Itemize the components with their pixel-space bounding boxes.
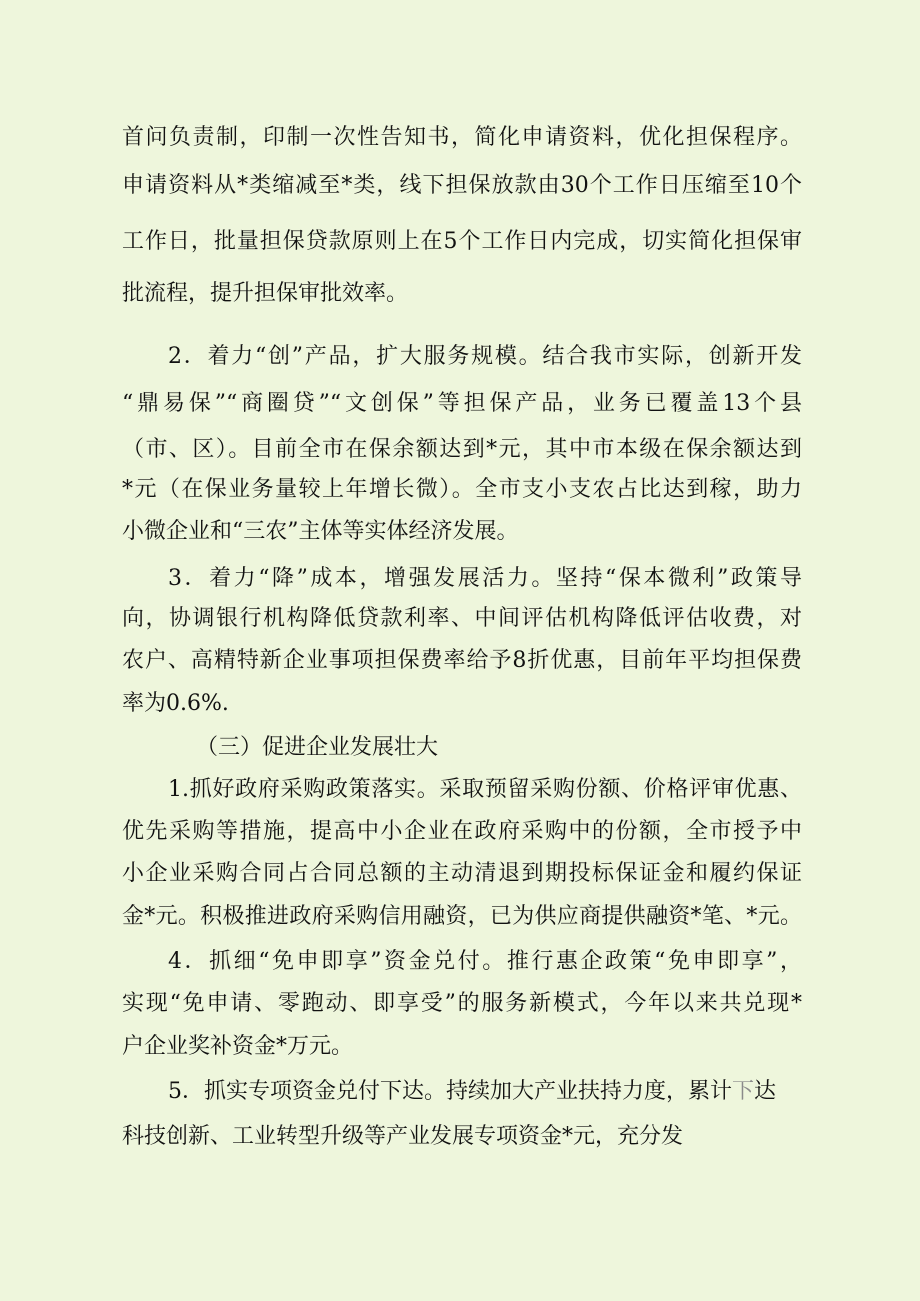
text-line-3: 工作日，批量担保贷款原则上在5个工作日内完成，切实简化担保审 xyxy=(122,229,802,254)
paragraph-6-line-1-end: 达 xyxy=(754,1079,777,1104)
paragraph-2-line-1: 2．着力“创”产品，扩大服务规模。结合我市实际，创新开发 xyxy=(168,344,802,369)
text-line-2: 申请资料从*类缩减至*类，线下担保放款由30个工作日压缩至10个 xyxy=(122,173,802,198)
paragraph-4-line-3: 小企业采购合同占合同总额的主动清退到期投标保证金和履约保证 xyxy=(122,861,802,886)
text-line-1: 首问负责制，印制一次性告知书，简化申请资料，优化担保程序。 xyxy=(122,125,802,150)
paragraph-4-line-2: 优先采购等措施，提高中小企业在政府采购中的份额，全市授予中 xyxy=(122,819,802,844)
paragraph-3-line-4: 率为0.6%. xyxy=(122,691,229,716)
section-heading: （三）促进企业发展壮大 xyxy=(196,735,439,760)
paragraph-6-line-2: 科技创新、工业转型升级等产业发展专项资金*元，充分发 xyxy=(122,1124,684,1149)
paragraph-3-line-3: 农户、高精特新企业事项担保费率给予8折优惠，目前年平均担保费 xyxy=(122,648,802,673)
paragraph-2-line-4: *元（在保业务量较上年增长微）。全市支小支农占比达到稼，助力 xyxy=(122,477,802,502)
paragraph-5-line-1: 4．抓细“免申即享”资金兑付。推行惠企政策“免申即享”， xyxy=(168,949,802,974)
paragraph-5-line-2: 实现“免申请、零跑动、即享受”的服务新模式，今年以来共兑现* xyxy=(122,991,802,1016)
paragraph-3-line-1: 3．着力“降”成本，增强发展活力。坚持“保本微利”政策导 xyxy=(168,566,802,591)
faded-character: 下 xyxy=(732,1079,755,1104)
paragraph-3-line-2: 向，协调银行机构降低贷款利率、中间评估机构降低评估收费，对 xyxy=(122,606,802,631)
paragraph-2-line-2: “鼎易保”“商圈贷”“文创保”等担保产品，业务已覆盖13个县 xyxy=(122,391,802,416)
paragraph-6-line-1-text: 5．抓实专项资金兑付下达。持续加大产业扶持力度，累计 xyxy=(168,1079,732,1104)
paragraph-6-line-1 xyxy=(168,1072,802,1112)
text-line-4: 批流程，提升担保审批效率。 xyxy=(122,281,409,306)
paragraph-4-line-1: 1.抓好政府采购政策落实。采取预留采购份额、价格评审优惠、 xyxy=(168,777,802,802)
paragraph-5-line-3: 户企业奖补资金*万元。 xyxy=(122,1034,354,1059)
paragraph-2-line-3: （市、区）。目前全市在保余额达到*元，其中市本级在保余额达到 xyxy=(122,437,802,462)
paragraph-2-line-5: 小微企业和“三农”主体等实体经济发展。 xyxy=(122,519,519,544)
paragraph-4-line-4: 金*元。积极推进政府采购信用融资，已为供应商提供融资*笔、*元。 xyxy=(122,904,802,929)
